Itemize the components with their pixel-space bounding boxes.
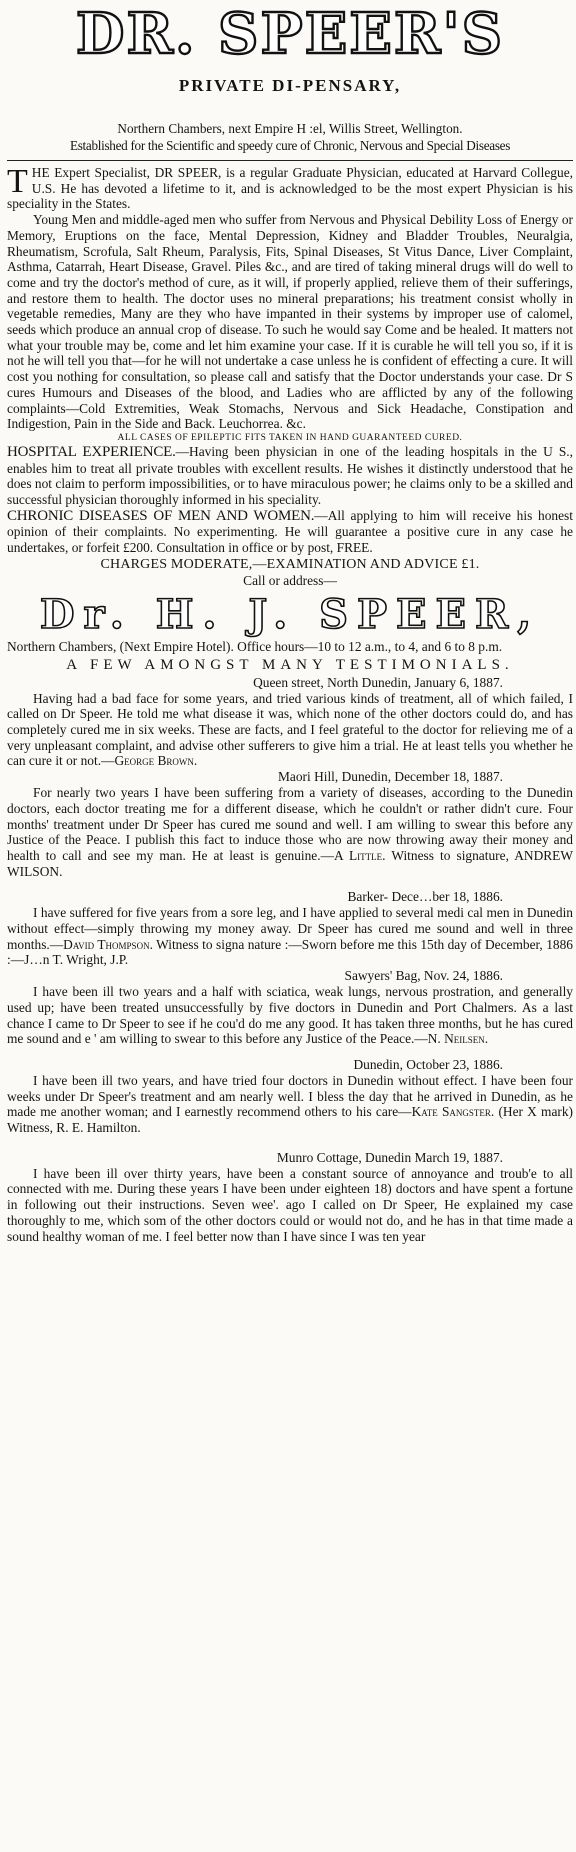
- testimonial-signature: David Thompson.: [63, 936, 153, 952]
- testimonial-tail: (Her X mark) Witness, R. E. Hamilton.: [7, 1104, 574, 1136]
- testimonial: [7, 675, 573, 770]
- hospital-text: —Having been physician in one of the leading hospitals in the U S., enables him to treat all private troubles with excellent results. He wishes it distinctly understood that he does not claim to perform impossibilities, or to have miraculous power; he claims only to be a skilled and successful physician thoroughly informed in his speciality.: [7, 443, 573, 508]
- testimonial-dateline: Maori Hill, Dunedin, December 18, 1887.: [278, 769, 503, 785]
- testimonials-heading: A FEW AMONGST MANY TESTIMONIALS.: [66, 656, 514, 673]
- chronic-heading: CHRONIC DISEASES OF MEN AND WOMEN.: [7, 507, 315, 524]
- testimonial: [7, 1057, 573, 1136]
- testimonial-dateline: Sawyers' Bag, Nov. 24, 1886.: [344, 968, 503, 984]
- testimonial-body: I have been ill two years and a half with sciatica, weak lungs, nervous prostration, and generally used up; have been treated unsuccessfully by five doctors in Dunedin and Port Chalmers. As a last chance I came to Dr Speer to see if he cou'd do me any good. It has taken three months, but he has cured me sound and e ' am willing to swear to this before any Justice of the Peace.—: [7, 984, 573, 1047]
- testimonial-body: I have suffered for five years from a sore leg, and I have applied to several medi cal men in Dunedin without effect—simply throwing my money away. Dr Speer has cured me sound and well in three months.—: [7, 905, 573, 952]
- testimonial-text: [7, 785, 573, 879]
- hospital-heading: HOSPITAL EXPERIENCE.: [7, 443, 176, 460]
- testimonial-signature: George Brown.: [114, 753, 198, 769]
- chronic-text: —All applying to him will receive his honest opinion of their complaints. No experimenting. He will guarantee a positive cure in any case he undertakes, or forfeit £200. Consultation in office or by post, FREE.: [7, 507, 573, 556]
- testimonial-text: [7, 1073, 573, 1136]
- epileptic-note: ALL CASES OF EPILEPTIC FITS TAKEN IN HAND GUARANTEED CURED.: [117, 432, 463, 443]
- testimonial-signature: A Little.: [334, 847, 386, 863]
- testimonial-body: For nearly two years I have been suffering from a variety of diseases, according to the Dunedin doctors, each doctor treating me for a different disease, which he couldn't or rather didn't cure. Four months' treatment under Dr Speer has cured me sound and well. I am willing to swear this before any Justice of the Peace. I publish this fact to induce those who are now throwing away their money and health to call and see my man. He at least is genuine.—: [7, 785, 573, 863]
- established-line: Established for the Scientific and speedy cure of Chronic, Nervous and Special Diseases: [69, 138, 511, 153]
- subtitle: PRIVATE DI-PENSARY,: [178, 76, 402, 95]
- testimonial-body: Having had a bad face for some years, and tried various kinds of treatment, all of which failed, I called on Dr Speer. He told me what disease it was, which none of the other doctors could do, and has completely cured me in six weeks. These are facts, and I feel grateful to the doctor for relieving me of a very unpleasant complaint, and advise other sufferers to give him a trial. He at least tells you whether he can cure it or not.—: [7, 690, 573, 769]
- advertisement: [0, 2, 576, 1852]
- intro-paragraph: THE Expert Specialist, DR SPEER, is a regular Graduate Physician, educated at Harvard Collegue, U.S. He has devoted a lifetime to it, and is acknowledged to be the most expert Physician is his speciality in the States.: [7, 163, 573, 212]
- chronic-paragraph: [7, 508, 573, 556]
- hospital-paragraph: [7, 444, 573, 508]
- testimonial: [7, 1150, 573, 1245]
- testimonial-dateline: Dunedin, October 23, 1886.: [353, 1056, 503, 1072]
- address-line: Northern Chambers, next Empire H :el, Willis Street, Wellington.: [117, 121, 463, 136]
- charges-line: CHARGES MODERATE,—EXAMINATION AND ADVICE £1.: [100, 556, 480, 572]
- testimonial-text: I have been ill over thirty years, have been a constant source of annoyance and troub'e to all connected with me. During these years I have been under eighteen 18) doctors and have spent a fortune in following out their instructions. Seven wee'. ago I called on Dr Speer, He explained my case thoroughly to me, which som of the other doctors could or would not do, and he has in that time made a sound healthy woman of me. I feel better now than I have since I was ten year: [7, 1165, 573, 1244]
- call-line: Call or address—: [243, 572, 337, 588]
- masthead-title: DR. SPEER'S: [75, 1, 505, 67]
- spacer: [7, 1047, 573, 1057]
- testimonial-dateline: Barker- Dece…ber 18, 1886.: [347, 889, 503, 905]
- testimonial-dateline: Queen street, North Dunedin, January 6, 1887.: [253, 674, 503, 690]
- testimonial-signature: N. Neilsen.: [427, 1031, 489, 1047]
- testimonial-text: [7, 984, 573, 1047]
- testimonial-body: I have been ill two years, and have tried four doctors in Dunedin without effect. I have been four weeks under Dr Speer's treatment and am nearly well. I bless the day that he arrived in Dunedin, as he made me another woman; and I earnestly recommend others to his care—: [7, 1072, 573, 1120]
- testimonial-tail: Witness to signature, ANDREW WILSON.: [7, 847, 574, 879]
- testimonial-dateline: Munro Cottage, Dunedin March 19, 1887.: [276, 1149, 503, 1165]
- divider: [7, 160, 573, 161]
- testimonial-signature: Kate Sangster.: [411, 1104, 495, 1120]
- testimonial-tail: Witness to signa nature :—Sworn before me this 15th day of December, 1886 :—J…n T. Wright, J.P.: [7, 936, 573, 968]
- office-hours: Northern Chambers, (Next Empire Hotel). Office hours—10 to 12 a.m., to 4, and 6 to 8 p.m.: [7, 638, 503, 654]
- testimonial-text: [7, 691, 573, 770]
- address-block: [7, 120, 573, 154]
- testimonial: [7, 769, 573, 879]
- testimonial-text: [7, 905, 573, 968]
- symptoms-paragraph: Young Men and middle-aged men who suffer from Nervous and Physical Debility Loss of Energy or Memory, Eruptions on the face, Mental Depression, Kidney and Bladder Troubles, Neuralgia, Rheumatism, Scrofula, Salt Rheum, Paralysis, Fits, Spinal Diseases, St Vitus Dance, Liver Complaint, Asthma, Catarrah, Heart Disease, Gravel. Piles &c., and are tired of taking mineral drugs will do well to come and try the doctor's method of cure, as it will, if properly applied, relieve them of their sufferings, and restore them to health. The doctor uses no mineral preparations; his treatment consist wholly in vegetable remedies, Many are they who have impanted in their systems by improper use of calomel, seeds which produce an annual crop of disease. To such he would say Come and be healed. It matters not what your trouble may be, come and let him examine your case. If it is curable he will tell you so, if it is not he will tell you that—for he will not undertake a case unless he is confident of effecting a cure. It will cost you nothing for consultation, so please call and satisfy that the Doctor understands your case. Dr S cures Humours and Diseases of the blood, and Ladies who are afflicted by any of the following complaints—Cold Extremities, Weak Stomachs, Nervous and Sick Headache, Constipation and Indigestion, Pain in the Side and Back. Leuchorrea. &c.: [7, 212, 573, 432]
- testimonial: [7, 889, 573, 968]
- doctor-name: Dr. H. J. SPEER,: [39, 590, 541, 638]
- spacer: [7, 1136, 573, 1150]
- spacer: [7, 879, 573, 889]
- testimonial: [7, 968, 573, 1047]
